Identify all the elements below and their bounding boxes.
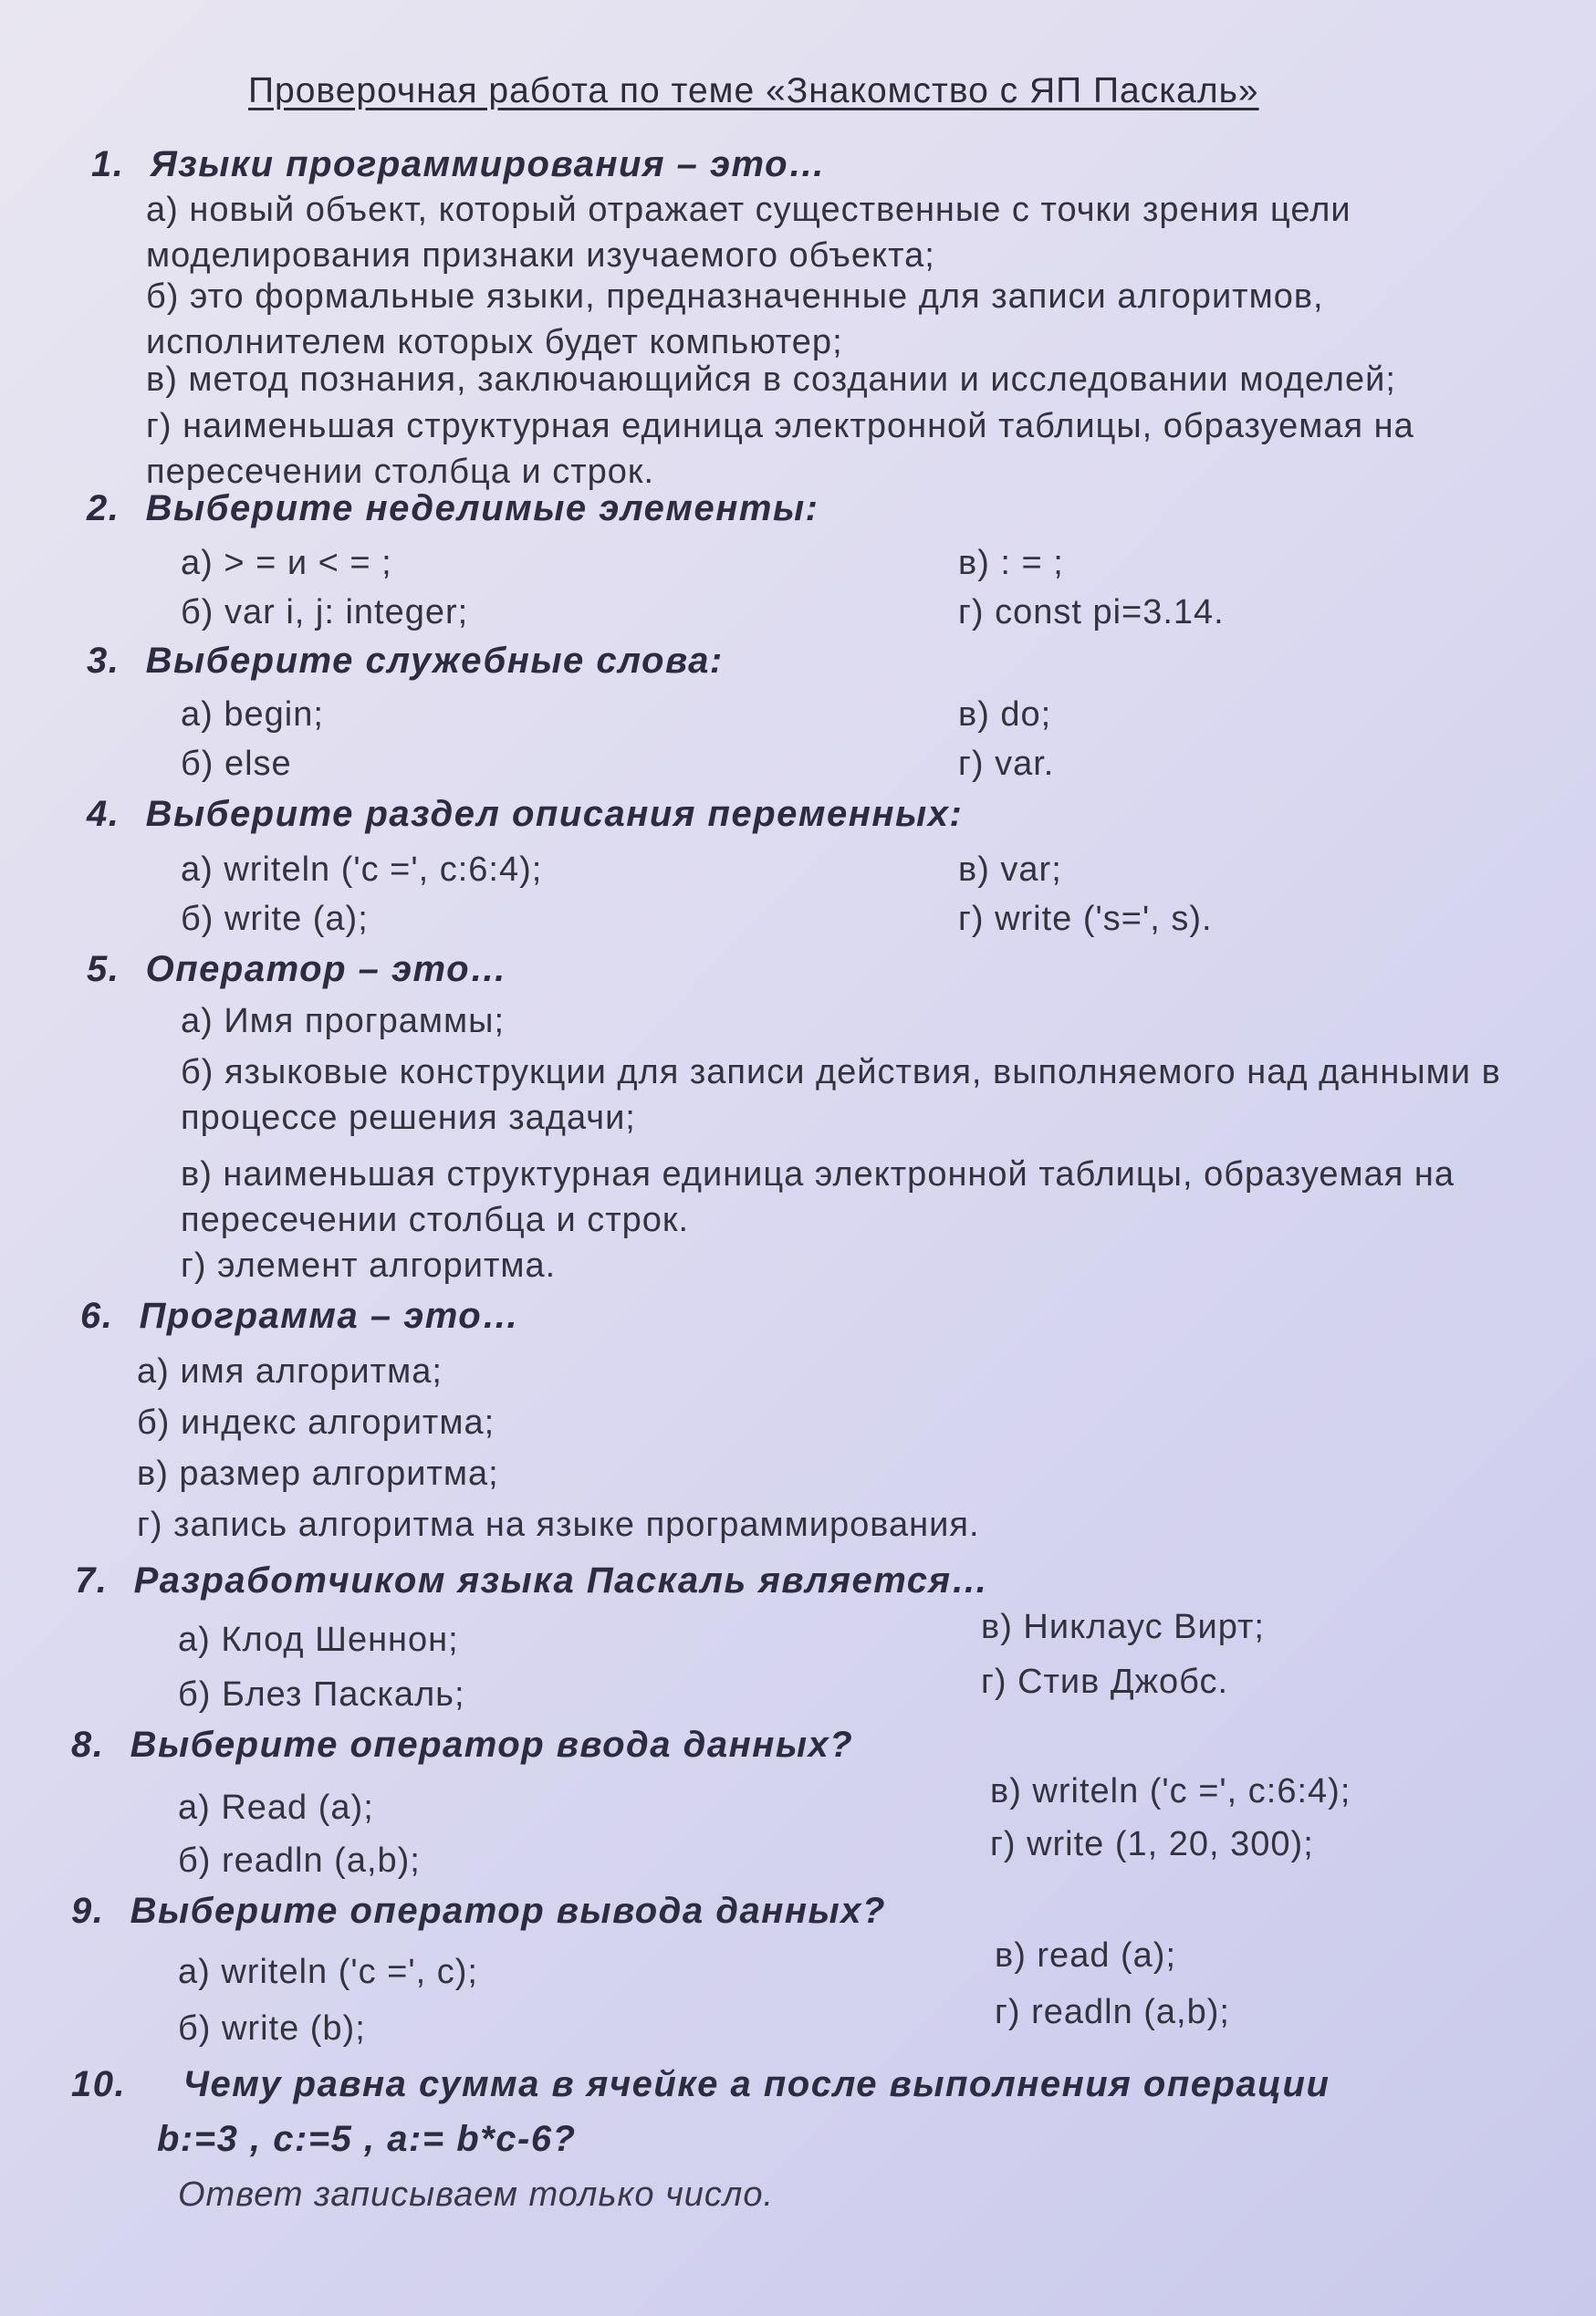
question-2	[87, 488, 819, 529]
question-number: 7.	[75, 1560, 109, 1601]
question-number: 2.	[87, 488, 120, 528]
answer-instruction: Ответ записываем только число.	[178, 2175, 775, 2214]
q8-option-c: в) writeln ('c =', c:6:4);	[990, 1772, 1351, 1810]
question-text: Языки программирования – это…	[150, 144, 827, 184]
question-text: Разработчиком языка Паскаль является…	[133, 1560, 990, 1601]
q4-option-c: в) var;	[958, 850, 1062, 889]
q6-option-b: б) индекс алгоритма;	[137, 1403, 495, 1442]
question-number: 8.	[71, 1725, 105, 1765]
question-9	[71, 1891, 886, 1932]
question-5	[87, 949, 508, 990]
q6-option-c: в) размер алгоритма;	[137, 1455, 499, 1493]
question-number: 6.	[80, 1296, 114, 1336]
question-text: Выберите оператор вывода данных?	[130, 1891, 886, 1931]
question-3	[87, 641, 724, 682]
question-10	[71, 2064, 1330, 2105]
q4-option-b: б) write (a);	[181, 900, 369, 938]
q8-option-d: г) write (1, 20, 300);	[990, 1825, 1314, 1863]
question-number: 5.	[87, 949, 120, 989]
q3-option-d: г) var.	[958, 745, 1055, 783]
page-title: Проверочная работа по теме «Знакомство с ЯП Паскаль»	[248, 71, 1259, 110]
q7-option-a: а) Клод Шеннон;	[178, 1621, 459, 1659]
q5-option-a: а) Имя программы;	[181, 1002, 506, 1040]
question-4	[87, 794, 963, 835]
q6-option-a: а) имя алгоритма;	[137, 1352, 443, 1391]
question-8	[71, 1725, 853, 1766]
question-text: Чему равна сумма в ячейке а после выполнения операции	[183, 2064, 1330, 2104]
q9-option-d: г) readln (a,b);	[995, 1993, 1230, 2031]
question-number: 4.	[87, 794, 120, 834]
q2-option-c: в) : = ;	[958, 544, 1064, 582]
q5-option-c: в) наименьшая структурная единица электронной таблицы, образуемая на пересечении столбца и строк.	[181, 1155, 1455, 1239]
q6-option-d: г) запись алгоритма на языке программирования.	[137, 1506, 980, 1544]
q3-option-c: в) do;	[958, 695, 1052, 734]
q3-option-a: а) begin;	[181, 695, 324, 734]
q5-option-b: б) языковые конструкции для записи действия, выполняемого над данными в процессе решения задачи;	[181, 1053, 1501, 1137]
question-6	[80, 1296, 520, 1337]
q4-option-d: г) write ('s=', s).	[958, 900, 1213, 938]
q8-option-a: а) Read (a);	[178, 1789, 374, 1827]
question-text: Выберите служебные слова:	[145, 641, 724, 681]
question-text: Оператор – это…	[145, 949, 508, 989]
q9-option-c: в) read (a);	[995, 1936, 1177, 1975]
q7-option-c: в) Никлаус Вирт;	[981, 1608, 1265, 1646]
q1-option-d: г) наименьшая структурная единица электронной таблицы, образуемая на пересечении столбца и строк.	[146, 407, 1414, 491]
question-text: Выберите раздел описания переменных:	[145, 794, 964, 834]
question-text: Программа – это…	[139, 1296, 520, 1336]
q1-option-b: б) это формальные языки, предназначенные для записи алгоритмов, исполнителем которых будет компьютер;	[146, 277, 1324, 361]
q2-option-b: б) var i, j: integer;	[181, 593, 469, 631]
question-number: 9.	[71, 1891, 105, 1931]
q1-option-a: а) новый объект, который отражает существенные с точки зрения цели моделирования признаки изучаемого объекта;	[146, 191, 1351, 275]
question-7	[75, 1560, 989, 1601]
q7-option-b: б) Блез Паскаль;	[178, 1675, 465, 1714]
question-1	[91, 144, 827, 185]
q9-option-b: б) write (b);	[178, 2009, 366, 2048]
question-text: Выберите неделимые элементы:	[145, 488, 819, 528]
q1-option-c: в) метод познания, заключающийся в создании и исследовании моделей;	[146, 360, 1396, 399]
question-10-expression: b:=3 , c:=5 , a:= b*c-6?	[157, 2119, 577, 2159]
q2-option-a: а) > = и < = ;	[181, 544, 392, 582]
question-number: 1.	[91, 144, 125, 184]
q9-option-a: а) writeln ('c =', c);	[178, 1953, 478, 1991]
q5-option-d: г) элемент алгоритма.	[181, 1247, 557, 1285]
q3-option-b: б) else	[181, 745, 292, 783]
question-number: 10.	[71, 2064, 127, 2104]
question-text: Выберите оператор ввода данных?	[130, 1725, 854, 1765]
q4-option-a: а) writeln ('c =', c:6:4);	[181, 850, 543, 889]
q7-option-d: г) Стив Джобс.	[981, 1663, 1229, 1701]
q2-option-d: г) const pi=3.14.	[958, 593, 1225, 631]
question-number: 3.	[87, 641, 120, 681]
q8-option-b: б) readln (a,b);	[178, 1841, 421, 1880]
